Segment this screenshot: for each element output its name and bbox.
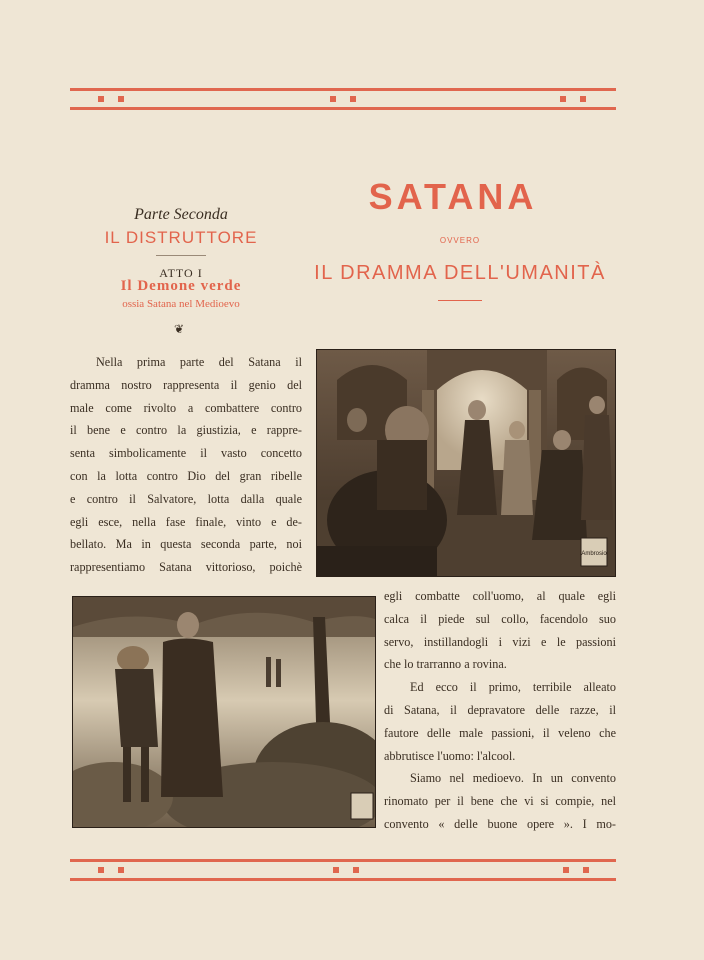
- subtitle: IL DRAMMA DELL'UMANITÀ: [314, 262, 606, 284]
- text-line: senta simbolicamente il vasto concetto: [70, 446, 302, 461]
- ovvero-label: OVVERO: [439, 236, 481, 245]
- text-line: servo, instillandogli i vizi e le passioni: [384, 634, 616, 649]
- text-line: rappresentiamo Satana vittorioso, poichè: [70, 560, 302, 575]
- top-ornament-band: [70, 88, 616, 110]
- photo-woods-scene: [72, 596, 376, 828]
- part-name: IL DISTRUTTORE: [104, 228, 258, 247]
- text-line: Siamo nel medioevo. In un convento: [410, 771, 616, 786]
- text-line: male come rivolto a combattere contro: [70, 400, 302, 415]
- text-line: abbrutisce l'uomo: l'alcool.: [384, 748, 516, 763]
- photo-logo-label: Ambrosio: [581, 551, 607, 557]
- text-line: dramma nostro rappresenta il genio del: [70, 377, 302, 392]
- act-label: ATTO I: [159, 266, 203, 280]
- text-line: bellato. Ma in questa seconda parte, noi: [70, 537, 302, 552]
- act-title: Il Demone verde: [120, 278, 242, 294]
- text-column-left: [70, 351, 302, 579]
- text-line: rinomato per il bene che vi si compie, nel: [384, 794, 616, 809]
- text-line: che lo trarranno a rovina.: [384, 657, 507, 672]
- main-title: SATANA: [368, 176, 538, 217]
- text-line: di Satana, il depravatore delle razze, il: [384, 702, 616, 717]
- heading-rule: [156, 255, 206, 256]
- text-line: con la lotta contro Dio del gran ribelle: [70, 468, 302, 483]
- act-subtitle: ossia Satana nel Medioevo: [122, 298, 240, 310]
- text-line: calca il piede sul collo, facendolo suo: [384, 611, 616, 626]
- text-line: Ed ecco il primo, terribile alleato: [410, 680, 616, 695]
- part-label: Parte Seconda: [134, 206, 228, 223]
- text-line: Nella prima parte del Satana il: [96, 355, 302, 369]
- text-line: fautore delle male passioni, il veleno che: [384, 725, 616, 740]
- photo-monks-courtyard: [316, 349, 616, 577]
- bottom-ornament-band: [70, 859, 616, 881]
- text-line: e contro il Salvatore, lotta dalla quale: [70, 491, 302, 506]
- subtitle-dash: [438, 300, 482, 301]
- text-line: convento « delle buone opere ». I mo-: [384, 816, 616, 831]
- text-line: egli combatte coll'uomo, al quale egli: [384, 589, 616, 603]
- fleuron-icon: ❦: [174, 322, 185, 336]
- text-line: egli esce, nella fase finale, vinto e de-: [70, 514, 302, 529]
- text-column-right: [384, 585, 616, 836]
- text-line: il bene e contro la giustizia, e rappre-: [70, 423, 302, 438]
